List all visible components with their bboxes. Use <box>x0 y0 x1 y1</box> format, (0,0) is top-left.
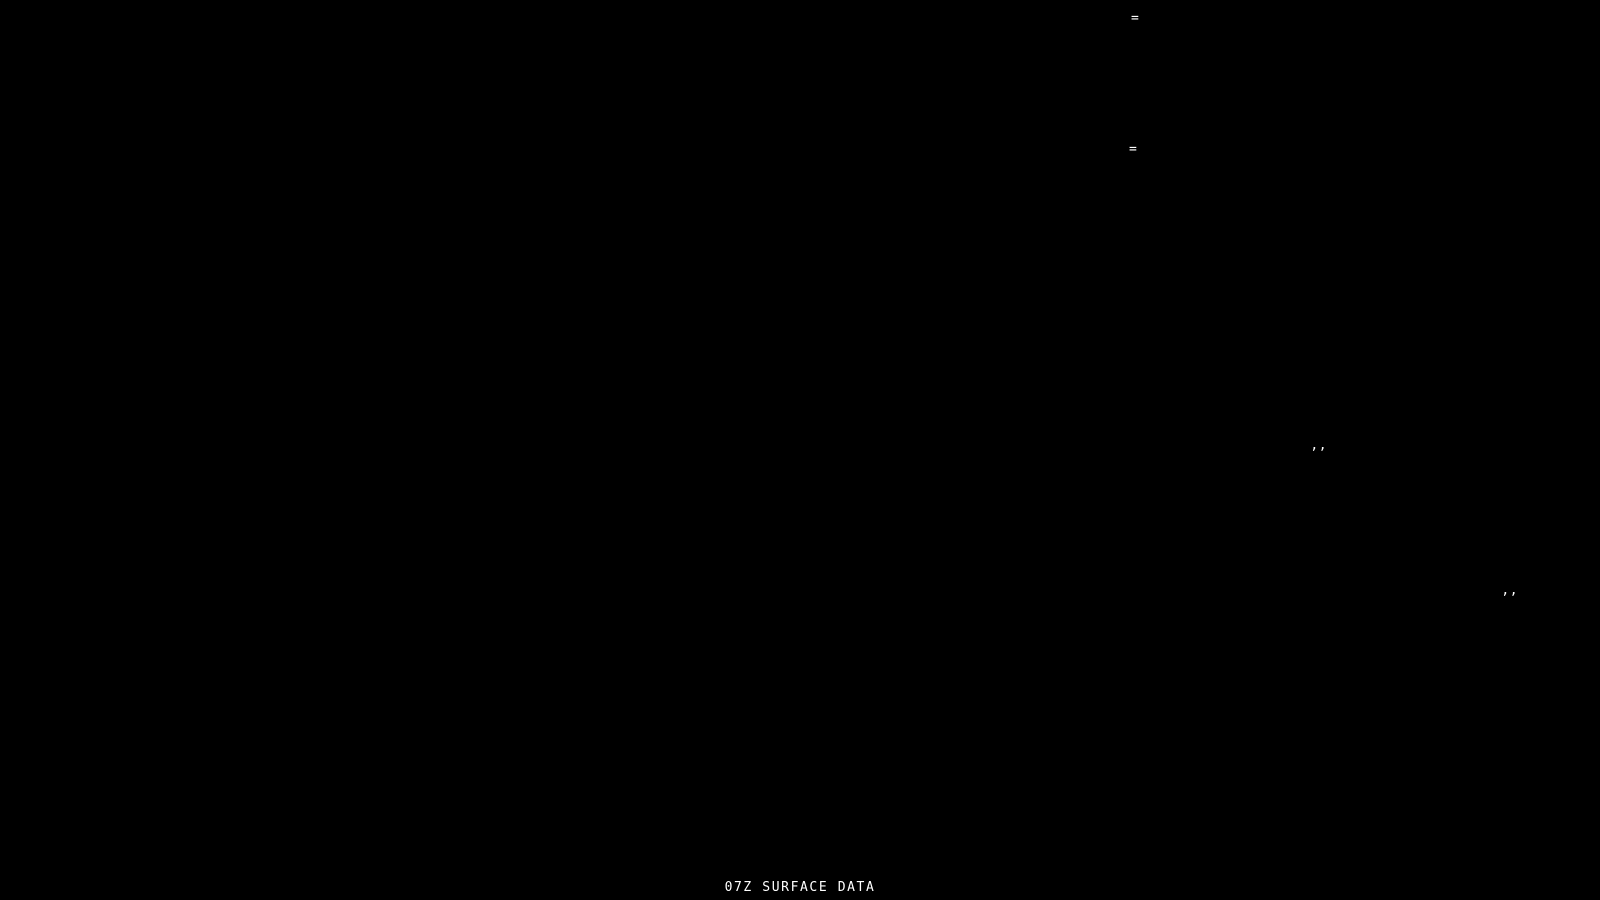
map-marker-1: = <box>1131 11 1140 26</box>
map-caption: 07Z SURFACE DATA <box>724 880 876 895</box>
map-marker-3: ’’ <box>1310 446 1327 461</box>
map-marker-4: ’’ <box>1501 591 1518 606</box>
map-marker-2: = <box>1129 142 1138 157</box>
